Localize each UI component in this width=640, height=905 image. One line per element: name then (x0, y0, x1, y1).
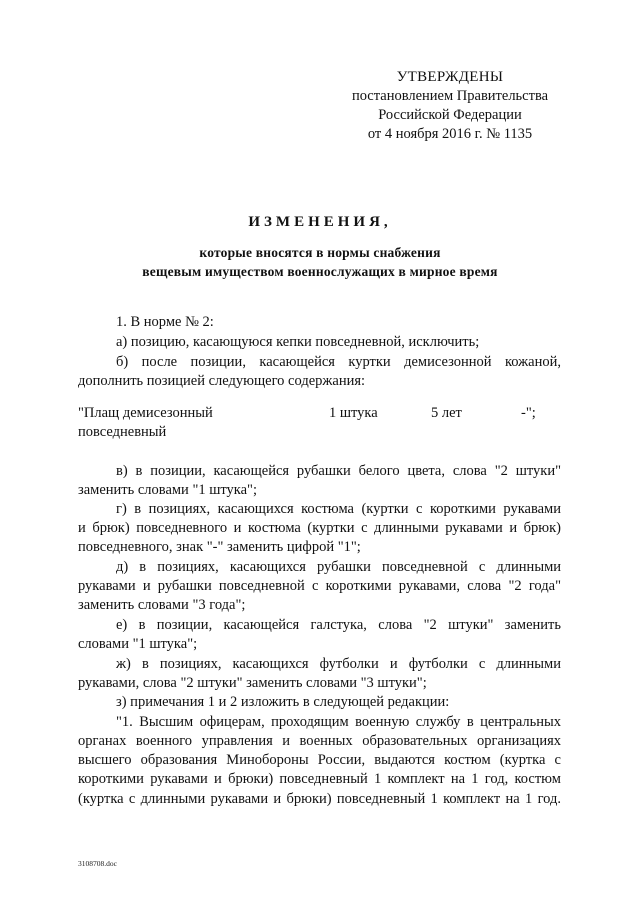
item-b-line-2: дополнить позицией следующего содержания: (78, 373, 366, 389)
item-v-line-1: в) в позиции, касающейся рубашки белого цвета, слова "2 штуки" (116, 463, 561, 479)
item-d-line-1: д) в позициях, касающихся рубашки повседневной с длинными (116, 559, 561, 575)
approval-block (330, 68, 570, 144)
item-z-line-1: з) примечания 1 и 2 изложить в следующей редакции: (116, 694, 450, 710)
approval-line-2: Российской Федерации (378, 107, 522, 123)
document-title: ИЗМЕНЕНИЯ, (248, 214, 392, 230)
item-g-line-2: и брюк) повседневного и костюма (куртки с длинными рукавами и брюк) (78, 520, 561, 536)
item-d-line-3: заменить словами "3 года"; (78, 597, 246, 613)
approval-heading: УТВЕРЖДЕНЫ (396, 69, 504, 85)
approval-line-1: постановлением Правительства (351, 88, 549, 104)
item-v-line-2: заменить словами "1 штука"; (78, 482, 258, 498)
item-e-line-1: е) в позиции, касающейся галстука, слова "2 штуки" заменить (116, 617, 561, 633)
note-1-line-2: органах военного управления и военных образовательных организациях (78, 733, 561, 749)
row-mark: -"; (521, 405, 536, 421)
approval-line-3: от 4 ноября 2016 г. № 1135 (367, 126, 533, 142)
row-quantity: 1 штука (329, 405, 378, 421)
item-a: а) позицию, касающуюся кепки повседневной, исключить; (116, 334, 480, 350)
document-subtitle-line-1: которые вносятся в нормы снабжения (199, 245, 441, 260)
row-name-line-2: повседневный (78, 424, 167, 440)
paragraph-1-heading: 1. В норме № 2: (116, 314, 214, 330)
item-b-line-1: б) после позиции, касающейся куртки демисезонной кожаной, (116, 354, 561, 370)
note-1-line-3: высшего образования Минобороны России, выдаются костюм (куртка с (78, 752, 561, 768)
footer-file-name: 3108708.doc (78, 859, 117, 868)
item-d-line-2: рукавами и рубашки повседневной с короткими рукавами, слова "2 года" (78, 578, 561, 594)
note-1-line-4: короткими рукавами и брюки) повседневный 1 комплект на 1 год, костюм (78, 771, 561, 787)
note-1-line-5: (куртка с длинными рукавами и брюки) повседневный 1 комплект на 1 год. (78, 791, 561, 807)
item-g-line-3: повседневного, знак "-" заменить цифрой "1"; (78, 539, 361, 555)
note-1-line-1: "1. Высшим офицерам, проходящим военную службу в центральных (116, 714, 561, 730)
item-zh-line-1: ж) в позициях, касающихся футболки и футболки с длинными (116, 656, 561, 672)
item-g-line-1: г) в позициях, касающихся костюма (куртки с короткими рукавами (116, 501, 561, 517)
item-zh-line-2: рукавами, слова "2 штуки" заменить словами "3 штуки"; (78, 675, 427, 691)
row-name-line-1: "Плащ демисезонный (78, 405, 213, 421)
document-subtitle-line-2: вещевым имуществом военнослужащих в мирное время (142, 264, 498, 279)
item-e-line-2: словами "1 штука"; (78, 636, 198, 652)
row-term: 5 лет (431, 405, 462, 421)
